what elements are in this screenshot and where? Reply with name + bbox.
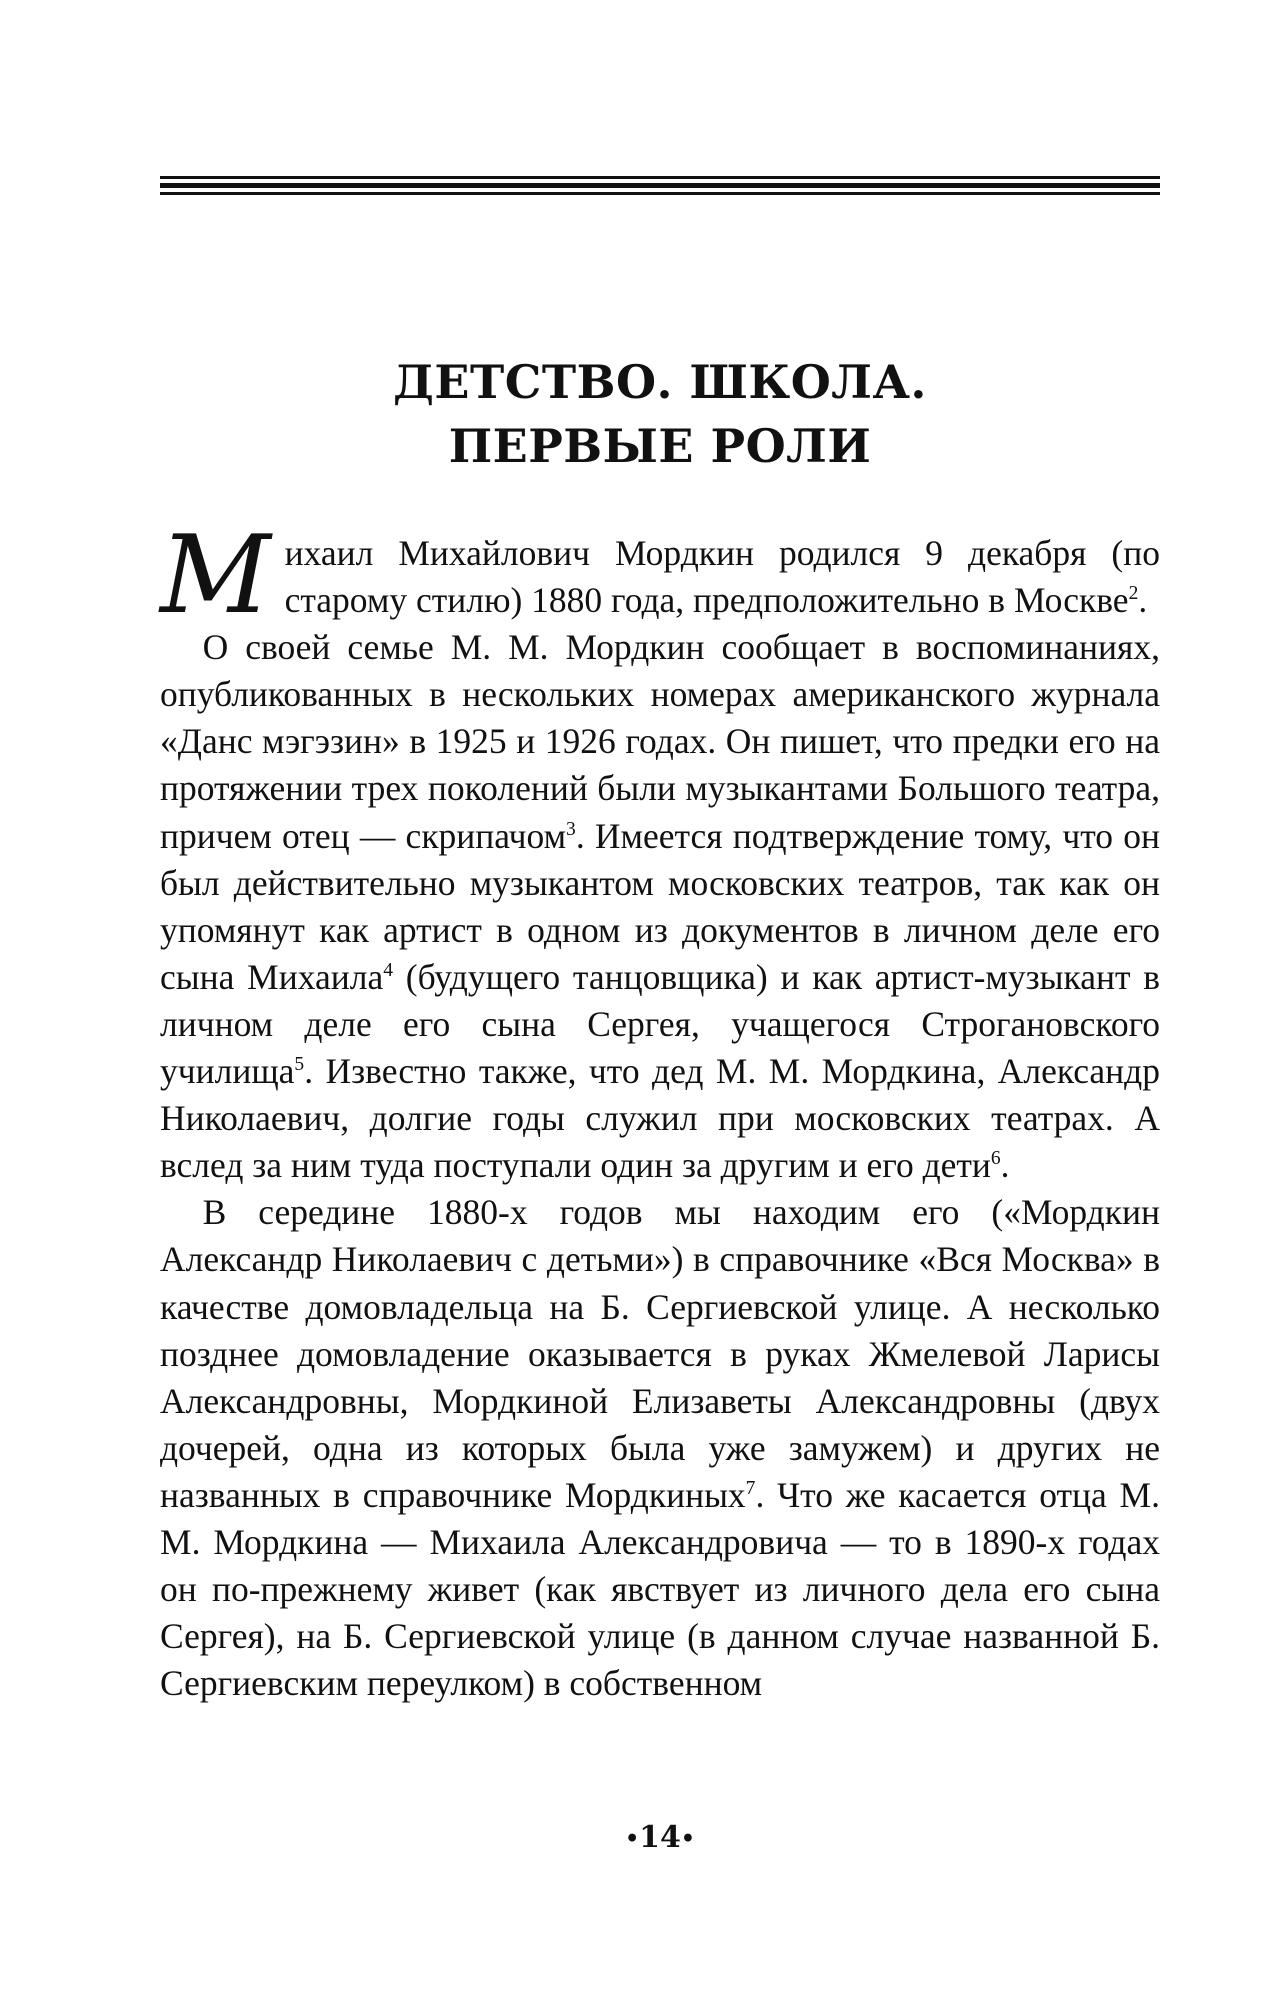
bullet-icon: • xyxy=(625,1826,640,1852)
body-text xyxy=(160,513,1161,1707)
paragraph-3-part-2: . Что же касается отца М. М. Мордкина — Михаила Александровича — то в 1890-х годах он по-прежнему живет (как явствует из личного дела его сына Сергея), на Б. Сергиевской улице (в данном случае названной Б. Сергиевским переулком) в собственном xyxy=(160,1474,1160,1704)
paragraph-2-part-3: (будущего танцовщика) и как артист-музыкант в личном деле его сына Сергея, учащегося Строгановского училища xyxy=(160,956,1161,1092)
footnote-ref: 7 xyxy=(745,1478,756,1500)
paragraph-3 xyxy=(160,1189,1160,1707)
chapter-title-line-2: ПЕРВЫЕ РОЛИ xyxy=(448,419,872,473)
footnote-ref: 5 xyxy=(294,1054,305,1076)
bullet-icon: • xyxy=(680,1826,695,1852)
page-number-value: 14 xyxy=(639,1820,681,1855)
footnote-ref: 3 xyxy=(566,818,576,840)
paragraph-2-part-1: О своей семье М. М. Мордкин сообщает в воспоминаниях, опубликованных в нескольких номерах американского журнала «Данс мэгэзин» в 1925 и 1926 годах. Он пишет, что предки его на протяжении трех поколений были музыкантами Большого театра, причем отец — скрипачом xyxy=(160,627,1160,856)
rule-line xyxy=(160,192,1160,195)
drop-cap: М xyxy=(160,513,271,638)
page-number xyxy=(160,1820,1160,1855)
rule-line xyxy=(160,176,1160,179)
chapter-title xyxy=(160,350,1160,478)
chapter-title-line-1: ДЕТСТВО. ШКОЛА. xyxy=(393,355,927,409)
rule-line xyxy=(160,183,1160,188)
paragraph-2-part-4: . Известно также, что дед М. М. Мордкина, Александр Николаевич, долгие годы служил при московских театрах. А вслед за ним туда поступали один за другим и его дети xyxy=(160,1051,1160,1186)
paragraph-1-text: ихаил Михайлович Мордкин родился 9 декабря (по старому стилю) 1880 года, предположительно в Москве xyxy=(284,533,1160,621)
paragraph-1-tail: . xyxy=(1138,580,1148,621)
paragraph-2-part-5: . xyxy=(1000,1145,1010,1186)
paragraph-3-part-1: В середине 1880-х годов мы находим его («Мордкин Александр Николаевич с детьми») в справочнике «Вся Москва» в качестве домовладельца на Б. Сергиевской улице. А несколько позднее домовладение оказывается в руках Жмелевой Ларисы Александровны, Мордкиной Елизаветы Александровны (двух дочерей, одна из которых была уже замужем) и других не названных в справочнике Мордкиных xyxy=(160,1192,1160,1515)
paragraph-1 xyxy=(160,513,1160,638)
footnote-ref: 2 xyxy=(1128,583,1139,605)
paragraph-2 xyxy=(160,624,1160,1189)
footnote-ref: 4 xyxy=(383,960,393,982)
paragraph-2-part-2: . Имеется подтверждение тому, что он был действительно музыкантом московских театров, так как он упомянут как артист в одном из документов в личном деле его сына Михаила xyxy=(160,815,1160,997)
header-rule xyxy=(160,176,1160,199)
footnote-ref: 6 xyxy=(990,1148,1001,1170)
